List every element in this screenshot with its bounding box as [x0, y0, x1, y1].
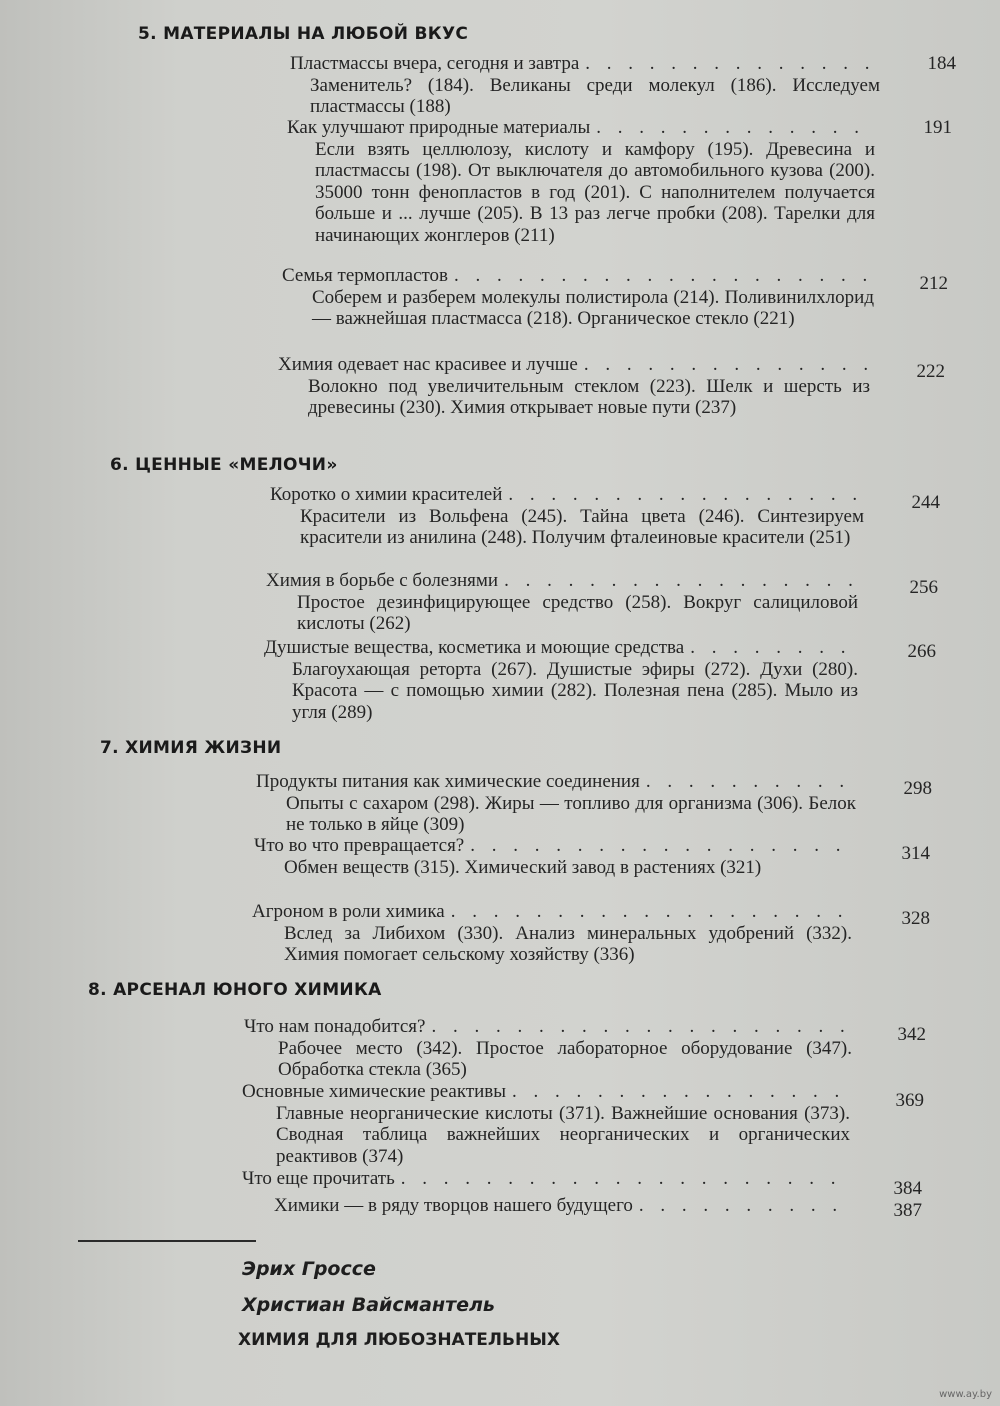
- entry-subtopics: Простое дезинфицирующее средство (258). Вокруг салициловой кислоты (262): [297, 591, 858, 635]
- page-number: 369: [895, 1090, 924, 1111]
- entry-title: Продукты питания как химические соединения: [256, 771, 640, 792]
- page-number: 328: [901, 908, 930, 929]
- page-number: 256: [909, 577, 938, 598]
- entry-subtopics: Обмен веществ (315). Химический завод в растениях (321): [284, 856, 762, 878]
- entry-subtopics: Главные неорганические кислоты (371). Важнейшие основания (373). Сводная таблица важнейших неорганических и органических реактивов (374): [276, 1102, 850, 1167]
- toc-entry: [266, 570, 858, 635]
- toc-entry: [270, 484, 864, 549]
- entry-subtopics: Волокно под увеличительным стеклом (223). Шелк и шерсть из древесины (230). Химия открывает новые пути (237): [308, 375, 870, 419]
- entry-subtopics: Рабочее место (342). Простое лабораторное оборудование (347). Обработка стекла (365): [278, 1037, 852, 1081]
- page-number: 384: [893, 1178, 922, 1199]
- toc-entry: [274, 1195, 852, 1217]
- chapter-heading: 5. МАТЕРИАЛЫ НА ЛЮБОЙ ВКУС: [138, 24, 469, 44]
- entry-title: Как улучшают природные материалы: [287, 117, 591, 138]
- toc-entry: [242, 1081, 850, 1167]
- page-number: 212: [919, 273, 948, 294]
- page-number: 184: [927, 53, 956, 74]
- entry-title: Агроном в роли химика: [252, 901, 445, 922]
- leader-dots: [508, 484, 864, 506]
- book-title: ХИМИЯ ДЛЯ ЛЮБОЗНАТЕЛЬНЫХ: [238, 1330, 560, 1350]
- entry-title: Семья термопластов: [282, 265, 449, 286]
- leader-dots: [401, 1168, 852, 1190]
- toc-entry: [242, 1168, 852, 1190]
- toc-entry: [244, 1016, 852, 1081]
- entry-subtopics: Заменитель? (184). Великаны среди молекул (186). Исследуем пластмассы (188): [310, 74, 880, 118]
- author-name: Эрих Гроссе: [242, 1258, 376, 1280]
- entry-title: Душистые вещества, косметика и моющие средства: [264, 637, 685, 658]
- entry-title: Что во что превращается?: [254, 835, 465, 856]
- toc-entry: [254, 835, 854, 878]
- entry-subtopics: Если взять целлюлозу, кислоту и камфору (195). Древесина и пластмассы (198). От выключателя до автомобильного кузова (200). 35000 тонн фенопластов в год (201). С наполнителем получается больше и ... лучше (205). В 13 раз легче пробки (208). Тарелки для начинающих жонглеров (211): [315, 138, 875, 246]
- page-number: 266: [907, 641, 936, 662]
- toc-entry: [287, 117, 875, 247]
- leader-dots: [470, 835, 854, 857]
- entry-subtopics: Благоухающая реторта (267). Душистые эфиры (272). Духи (280). Красота — с помощью химии (282). Полезная пена (285). Мыло из угля (289): [292, 658, 858, 723]
- author-name: Христиан Вайсмантель: [242, 1294, 495, 1316]
- toc-entry: [252, 901, 852, 966]
- chapter-heading: 7. ХИМИЯ ЖИЗНИ: [100, 738, 282, 758]
- entry-subtopics: Опыты с сахаром (298). Жиры — топливо для организма (306). Белок не только в яйце (309): [286, 792, 856, 836]
- toc-entry: [264, 637, 858, 723]
- leader-dots: [454, 265, 874, 287]
- watermark: www.ay.by: [939, 1389, 992, 1400]
- entry-subtopics: Красители из Вольфена (245). Тайна цвета (246). Синтезируем красители из анилина (248). Получим фталеиновые красители (251): [300, 505, 864, 549]
- leader-dots: [690, 637, 858, 659]
- toc-entry: [278, 354, 870, 419]
- page-number: 298: [903, 778, 932, 799]
- entry-title: Химия в борьбе с болезнями: [266, 570, 499, 591]
- entry-title: Что еще прочитать: [242, 1168, 395, 1189]
- toc-entry: [282, 265, 874, 330]
- page-number: 342: [897, 1024, 926, 1045]
- toc-entry: [256, 771, 856, 836]
- entry-subtopics: Вслед за Либихом (330). Анализ минеральных удобрений (332). Химия помогает сельскому хозяйству (336): [284, 922, 852, 966]
- entry-title: Химия одевает нас красивее и лучше: [278, 354, 578, 375]
- chapter-heading: 8. АРСЕНАЛ ЮНОГО ХИМИКА: [88, 980, 382, 1000]
- entry-title: Пластмассы вчера, сегодня и завтра: [290, 53, 580, 74]
- leader-dots: [596, 117, 875, 139]
- page-number: 314: [901, 843, 930, 864]
- leader-dots: [639, 1195, 852, 1217]
- divider-line: [78, 1240, 256, 1242]
- page-number: 222: [916, 361, 945, 382]
- toc-entry: [290, 53, 880, 118]
- page-number: 244: [911, 492, 940, 513]
- leader-dots: [584, 354, 870, 376]
- page-number: 387: [893, 1200, 922, 1221]
- entry-title: Что нам понадобится?: [244, 1016, 426, 1037]
- leader-dots: [512, 1081, 850, 1103]
- leader-dots: [585, 53, 880, 75]
- leader-dots: [451, 901, 852, 923]
- chapter-heading: 6. ЦЕННЫЕ «МЕЛОЧИ»: [110, 455, 338, 475]
- leader-dots: [431, 1016, 852, 1038]
- entry-subtopics: Соберем и разберем молекулы полистирола (214). Поливинилхлорид — важнейшая пластмасса (218). Органическое стекло (221): [312, 286, 874, 330]
- leader-dots: [504, 570, 858, 592]
- leader-dots: [646, 771, 856, 793]
- page-number: 191: [923, 117, 952, 138]
- entry-title: Коротко о химии красителей: [270, 484, 503, 505]
- entry-title: Основные химические реактивы: [242, 1081, 507, 1102]
- entry-title: Химики — в ряду творцов нашего будущего: [274, 1195, 633, 1216]
